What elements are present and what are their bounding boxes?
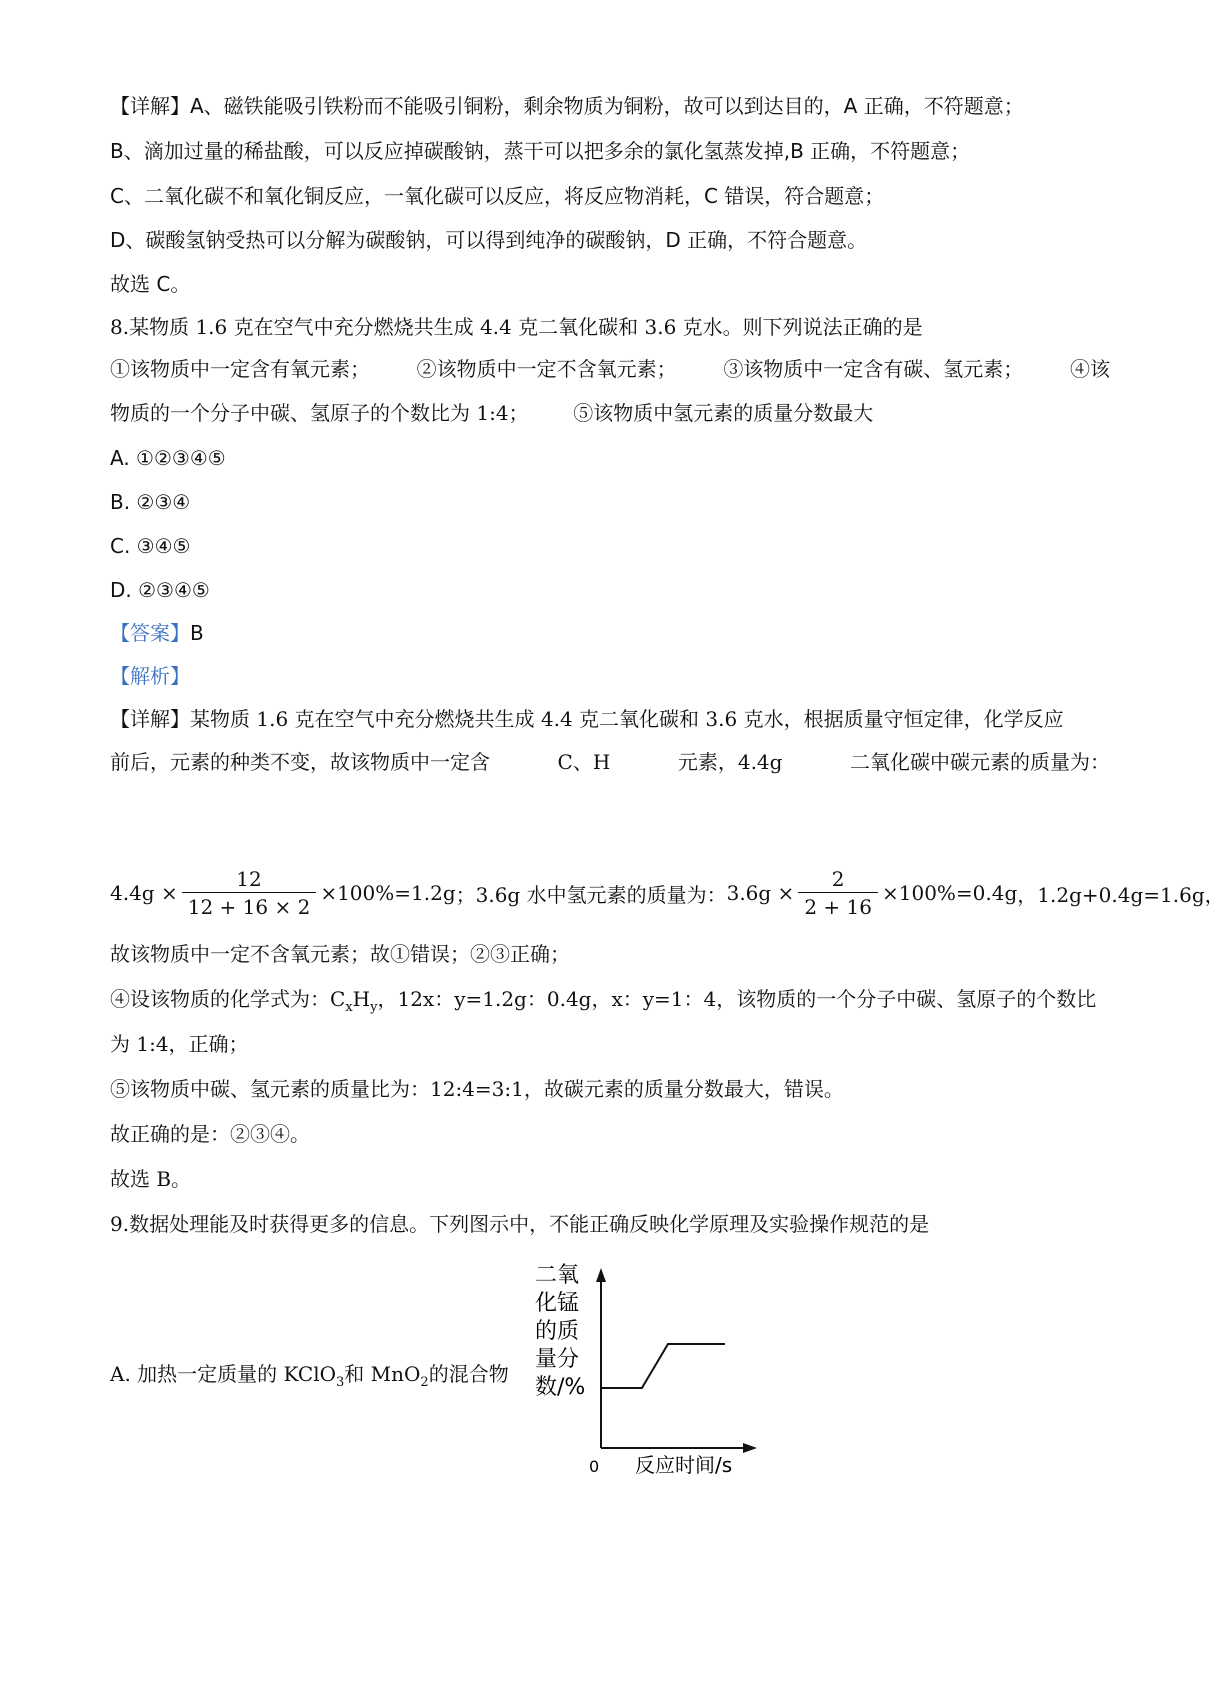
mass-formula — [110, 858, 1225, 928]
y-axis-label-line: 数/% — [535, 1375, 586, 1400]
q8-detail-line7: ⑤该物质中碳、氢元素的质量比为：12:4=3:1，故碳元素的质量分数最大，错误。 — [110, 1077, 844, 1101]
formula-tail: ，1.2g+0.4g=1.6g， — [1017, 882, 1225, 907]
q9-option-a — [110, 1360, 509, 1397]
q9-option-a-text: A. 加热一定质量的 KClO — [110, 1362, 337, 1386]
y-axis-label — [535, 1263, 585, 1400]
detail-line-c: C、二氧化碳不和氧化铜反应，一氧化碳可以反应，将反应物消耗，C 错误，符合题意； — [110, 184, 885, 208]
q8-option-a: A. ①②③④⑤ — [110, 446, 226, 470]
q8-option-b: B. ②③④ — [110, 490, 191, 514]
q8-detail-line2-part4: 二氧化碳中碳元素的质量为： — [850, 750, 1110, 774]
fraction-hydrogen — [798, 866, 878, 921]
q8-detail-line2 — [110, 748, 1110, 776]
q8-statement-4-end: 物质的一个分子中碳、氢原子的个数比为 1:4； — [110, 401, 529, 425]
fraction-hydrogen-denominator: 2 + 16 — [798, 892, 878, 921]
y-axis-arrow — [596, 1268, 606, 1282]
hydrogen-symbol: H — [352, 987, 371, 1011]
q8-option-d: D. ②③④⑤ — [110, 578, 210, 602]
fraction-carbon — [182, 866, 317, 921]
subscript-x: x — [345, 1000, 353, 1015]
formula-b-prefix: 3.6g × — [726, 881, 795, 905]
q8-detail-line2-part1: 前后，元素的种类不变，故该物质中一定含 — [110, 750, 490, 774]
answer-label: 【答案】 — [110, 621, 190, 645]
origin-label: 0 — [589, 1457, 600, 1476]
fraction-carbon-denominator: 12 + 16 × 2 — [182, 892, 317, 921]
q8-statement-2: ②该物质中一定不含氧元素； — [416, 357, 677, 381]
fraction-hydrogen-numerator: 2 — [831, 866, 845, 891]
y-axis-label-line: 二氧 — [535, 1263, 580, 1288]
ratio-text: ，12x：y=1.2g：0.4g，x：y=1：4，该物质的一个分子中碳、氢原子的个数比 — [377, 987, 1097, 1011]
detail-line-d: D、碳酸氢钠受热可以分解为碳酸钠，可以得到纯净的碳酸钠，D 正确，不符合题意。 — [110, 228, 868, 252]
q8-detail-line8: 故正确的是：②③④。 — [110, 1122, 310, 1146]
y-axis-label-line: 化锰 — [535, 1291, 580, 1316]
x-axis-label: 反应时间/s — [635, 1453, 733, 1477]
subscript-y: y — [370, 1000, 378, 1015]
y-axis-label-line: 的质 — [535, 1319, 580, 1344]
q8-statement-1: ①该物质中一定含有氧元素； — [110, 357, 370, 381]
detail-line-b: B、滴加过量的稀盐酸，可以反应掉碳酸钠，蒸干可以把多余的氯化氢蒸发掉,B 正确，不符题意； — [110, 139, 971, 163]
q8-statement-5: ⑤该物质中氢元素的质量分数最大 — [573, 401, 874, 425]
q9-stem: 9.数据处理能及时获得更多的信息。下列图示中，不能正确反映化学原理及实验操作规范的是 — [110, 1212, 930, 1236]
analysis-label: 【解析】 — [110, 664, 190, 688]
q8-detail-line4: 故该物质中一定不含氧元素；故①错误；②③正确； — [110, 942, 570, 966]
q8-detail-line5 — [110, 985, 1110, 1022]
q8-statements-row1 — [110, 355, 1110, 383]
q8-detail-line2-part2: C、H — [557, 750, 611, 774]
formula-a-suffix: ×100%=1.2g — [320, 881, 456, 905]
q8-detail-line6: 为 1:4，正确； — [110, 1032, 249, 1056]
fraction-carbon-numerator: 12 — [236, 866, 262, 891]
series-line — [601, 1344, 725, 1388]
answer-value: B — [190, 621, 204, 645]
previous-conclusion: 故选 C。 — [110, 272, 191, 296]
q8-statements-row2 — [110, 399, 1110, 427]
q9-option-a-end: 的混合物 — [428, 1362, 509, 1386]
detail-line-a: 【详解】A、磁铁能吸引铁粉而不能吸引铜粉，剩余物质为铜粉，故可以到达目的，A 正确，不符题意； — [110, 94, 1024, 118]
mno2-subscript: 2 — [420, 1375, 429, 1390]
q8-option-c: C. ③④⑤ — [110, 534, 191, 558]
q9-option-a-mid: 和 MnO — [344, 1362, 421, 1386]
q8-detail-line9: 故选 B。 — [110, 1167, 192, 1191]
formula-middle-text: ；3.6g 水中氢元素的质量为： — [455, 882, 727, 907]
q8-detail-line1: 【详解】某物质 1.6 克在空气中充分燃烧共生成 4.4 克二氧化碳和 3.6 克水，根据质量守恒定律，化学反应 — [110, 707, 1064, 731]
x-axis-arrow — [743, 1443, 757, 1453]
formula-b-suffix: ×100%=0.4g — [881, 881, 1018, 905]
q8-answer — [110, 619, 1110, 647]
y-axis-label-line: 量分 — [535, 1347, 580, 1372]
q8-statement-3: ③该物质中一定含有碳、氢元素； — [723, 357, 1024, 381]
q8-stem: 8.某物质 1.6 克在空气中充分燃烧共生成 4.4 克二氧化碳和 3.6 克水。则下列说法正确的是 — [110, 315, 923, 339]
mno2-mass-fraction-chart — [535, 1260, 765, 1477]
q8-detail-line2-part3: 元素，4.4g — [677, 750, 783, 774]
kclo3-subscript: 3 — [336, 1375, 345, 1390]
q8-statement-4-start: ④该 — [1069, 357, 1110, 381]
formula-a-prefix: 4.4g × — [110, 881, 178, 905]
formula-intro: ④设该物质的化学式为：C — [110, 987, 346, 1011]
